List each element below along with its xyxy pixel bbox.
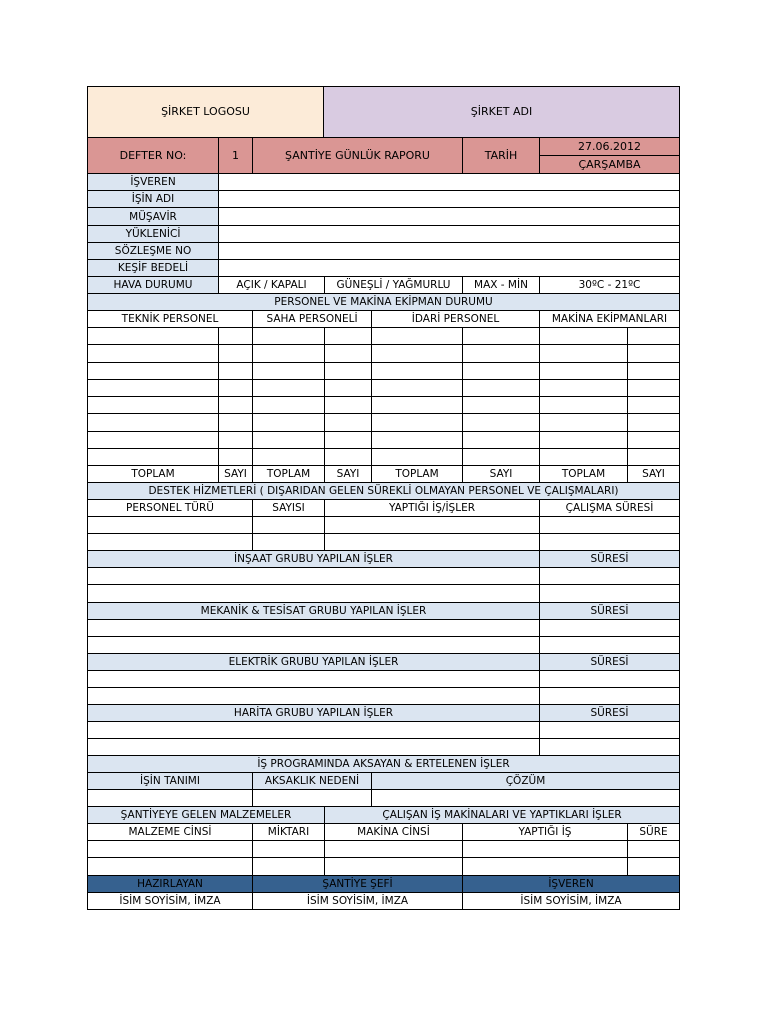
personnel-grid-cell [627,362,680,380]
personnel-grid-cell [218,431,253,449]
support-grid-cell [539,533,680,551]
delays-grid-cell [87,789,253,807]
personnel-grid-cell [87,431,219,449]
info-value-field-0 [218,173,680,191]
materials-machines-grid-cell [627,840,680,858]
personnel-grid-cell [462,379,540,397]
machines-column-2: SÜRE [627,823,680,841]
signature-line-2: İSİM SOYİSİM, İMZA [462,892,680,910]
personnel-grid-cell [324,396,372,414]
support-column-1: SAYISI [252,499,325,517]
personnel-grid-cell [539,344,628,363]
personnel-grid-cell [324,431,372,449]
info-label-1: İŞİN ADI [87,190,219,208]
personnel-grid-cell [87,379,219,397]
machines-section-title: ÇALIŞAN İŞ MAKİNALARI VE YAPTIKLARI İŞLER [324,806,680,824]
materials-machines-grid-cell [462,857,628,876]
personnel-grid-cell [87,413,219,432]
materials-machines-grid-cell [627,857,680,876]
work-group-row [539,670,680,688]
weather-sunny-rainy: GÜNEŞLİ / YAĞMURLU [324,276,463,294]
signature-role-2: İŞVEREN [462,875,680,893]
work-group-title-2: ELEKTRİK GRUBU YAPILAN İŞLER [87,653,540,671]
personnel-grid-cell [87,362,219,380]
work-group-row [87,584,540,603]
personnel-count-label: SAYI [627,465,680,483]
work-group-duration-label-0: SÜRESİ [539,550,680,568]
personnel-grid-cell [252,379,325,397]
personnel-total-label: TOPLAM [87,465,219,483]
personnel-grid-cell [218,344,253,363]
signature-line-1: İSİM SOYİSİM, İMZA [252,892,463,910]
delays-column-2: ÇÖZÜM [371,772,680,790]
personnel-grid-cell [252,413,325,432]
work-group-title-1: MEKANİK & TESİSAT GRUBU YAPILAN İŞLER [87,602,540,620]
work-group-duration-label-1: SÜRESİ [539,602,680,620]
personnel-grid-cell [87,327,219,345]
personnel-grid-cell [539,396,628,414]
work-group-row [539,721,680,739]
personnel-grid-cell [371,413,463,432]
work-group-row [539,636,680,654]
personnel-grid-cell [252,396,325,414]
personnel-grid-cell [627,344,680,363]
info-value-field-2 [218,207,680,226]
personnel-grid-cell [324,362,372,380]
personnel-total-label: TOPLAM [371,465,463,483]
materials-machines-grid-cell [87,840,253,858]
personnel-grid-cell [252,327,325,345]
personnel-count-label: SAYI [218,465,253,483]
personnel-grid-cell [252,344,325,363]
support-grid-cell [324,533,540,551]
personnel-grid-cell [462,431,540,449]
info-label-4: SÖZLEŞME NO [87,242,219,260]
delays-column-1: AKSAKLIK NEDENİ [252,772,372,790]
personnel-grid-cell [87,396,219,414]
personnel-column-2: İDARİ PERSONEL [371,310,540,328]
support-grid-cell [87,516,253,534]
personnel-grid-cell [462,344,540,363]
work-group-row [87,738,540,756]
work-group-row [87,567,540,585]
personnel-grid-cell [87,448,219,466]
signature-line-0: İSİM SOYİSİM, İMZA [87,892,253,910]
personnel-column-1: SAHA PERSONELİ [252,310,372,328]
work-group-row [539,567,680,585]
delays-section-title: İŞ PROGRAMINDA AKSAYAN & ERTELENEN İŞLER [87,755,680,773]
work-group-title-3: HARİTA GRUBU YAPILAN İŞLER [87,704,540,722]
company-name: ŞİRKET ADI [323,86,680,138]
date-value: 27.06.2012 [539,137,680,156]
personnel-grid-cell [218,362,253,380]
personnel-grid-cell [371,327,463,345]
work-group-row [539,584,680,603]
personnel-column-3: MAKİNA EKİPMANLARI [539,310,680,328]
personnel-grid-cell [218,327,253,345]
info-label-3: YÜKLENİCİ [87,225,219,243]
work-group-duration-label-3: SÜRESİ [539,704,680,722]
personnel-column-0: TEKNİK PERSONEL [87,310,253,328]
personnel-grid-cell [539,431,628,449]
work-group-row [87,636,540,654]
info-value-field-3 [218,225,680,243]
personnel-grid-cell [324,448,372,466]
personnel-grid-cell [371,379,463,397]
work-group-duration-label-2: SÜRESİ [539,653,680,671]
support-column-0: PERSONEL TÜRÜ [87,499,253,517]
personnel-section-title: PERSONEL VE MAKİNA EKİPMAN DURUMU [87,293,680,311]
info-label-2: MÜŞAVİR [87,207,219,226]
delays-column-0: İŞİN TANIMI [87,772,253,790]
work-group-row [87,670,540,688]
support-column-3: ÇALIŞMA SÜRESİ [539,499,680,517]
personnel-grid-cell [87,344,219,363]
personnel-grid-cell [324,327,372,345]
personnel-grid-cell [627,413,680,432]
materials-machines-grid-cell [324,857,463,876]
support-grid-cell [539,516,680,534]
work-group-row [87,721,540,739]
personnel-grid-cell [627,448,680,466]
ledger-number-value: 1 [218,137,253,174]
support-grid-cell [324,516,540,534]
support-grid-cell [252,533,325,551]
signature-role-1: ŞANTİYE ŞEFİ [252,875,463,893]
personnel-grid-cell [252,431,325,449]
weather-max-min-label: MAX - MİN [462,276,540,294]
company-logo-placeholder: ŞİRKET LOGOSU [87,86,324,138]
personnel-grid-cell [627,379,680,397]
materials-machines-grid-cell [252,857,325,876]
materials-column-0: MALZEME CİNSİ [87,823,253,841]
weather-label: HAVA DURUMU [87,276,219,294]
support-section-title: DESTEK HİZMETLERİ ( DIŞARIDAN GELEN SÜREKLİ OLMAYAN PERSONEL VE ÇALIŞMALARI) [87,482,680,500]
personnel-grid-cell [462,413,540,432]
machines-column-0: MAKİNA CİNSİ [324,823,463,841]
personnel-grid-cell [324,344,372,363]
personnel-grid-cell [627,327,680,345]
delays-grid-cell [371,789,680,807]
ledger-number-label: DEFTER NO: [87,137,219,174]
materials-machines-grid-cell [252,840,325,858]
personnel-grid-cell [371,448,463,466]
day-value: ÇARŞAMBA [539,155,680,174]
personnel-grid-cell [252,362,325,380]
info-value-field-5 [218,259,680,277]
personnel-grid-cell [252,448,325,466]
personnel-grid-cell [218,396,253,414]
personnel-grid-cell [371,396,463,414]
work-group-row [539,738,680,756]
personnel-grid-cell [324,413,372,432]
personnel-grid-cell [462,327,540,345]
personnel-grid-cell [539,362,628,380]
work-group-row [87,619,540,637]
info-label-0: İŞVEREN [87,173,219,191]
delays-grid-cell [252,789,372,807]
personnel-grid-cell [218,448,253,466]
work-group-title-0: İNŞAAT GRUBU YAPILAN İŞLER [87,550,540,568]
personnel-grid-cell [371,362,463,380]
personnel-grid-cell [539,413,628,432]
materials-column-1: MİKTARI [252,823,325,841]
personnel-grid-cell [324,379,372,397]
personnel-count-label: SAYI [462,465,540,483]
weather-open-closed: AÇIK / KAPALI [218,276,325,294]
machines-column-1: YAPTIĞI İŞ [462,823,628,841]
support-column-2: YAPTIĞI İŞ/İŞLER [324,499,540,517]
date-label: TARİH [462,137,540,174]
support-grid-cell [87,533,253,551]
personnel-grid-cell [462,396,540,414]
materials-machines-grid-cell [324,840,463,858]
materials-machines-grid-cell [87,857,253,876]
personnel-grid-cell [539,327,628,345]
personnel-grid-cell [462,448,540,466]
personnel-grid-cell [218,379,253,397]
info-value-field-1 [218,190,680,208]
personnel-total-label: TOPLAM [539,465,628,483]
work-group-row [539,687,680,705]
personnel-grid-cell [627,396,680,414]
personnel-grid-cell [462,362,540,380]
personnel-total-label: TOPLAM [252,465,325,483]
work-group-row [539,619,680,637]
report-title: ŞANTİYE GÜNLÜK RAPORU [252,137,463,174]
support-grid-cell [252,516,325,534]
personnel-grid-cell [371,344,463,363]
personnel-grid-cell [627,431,680,449]
personnel-grid-cell [218,413,253,432]
materials-section-title: ŞANTİYEYE GELEN MALZEMELER [87,806,325,824]
personnel-count-label: SAYI [324,465,372,483]
work-group-row [87,687,540,705]
signature-role-0: HAZIRLAYAN [87,875,253,893]
materials-machines-grid-cell [462,840,628,858]
personnel-grid-cell [371,431,463,449]
personnel-grid-cell [539,379,628,397]
weather-temperature: 30ºC - 21ºC [539,276,680,294]
info-value-field-4 [218,242,680,260]
info-label-5: KEŞİF BEDELİ [87,259,219,277]
personnel-grid-cell [539,448,628,466]
